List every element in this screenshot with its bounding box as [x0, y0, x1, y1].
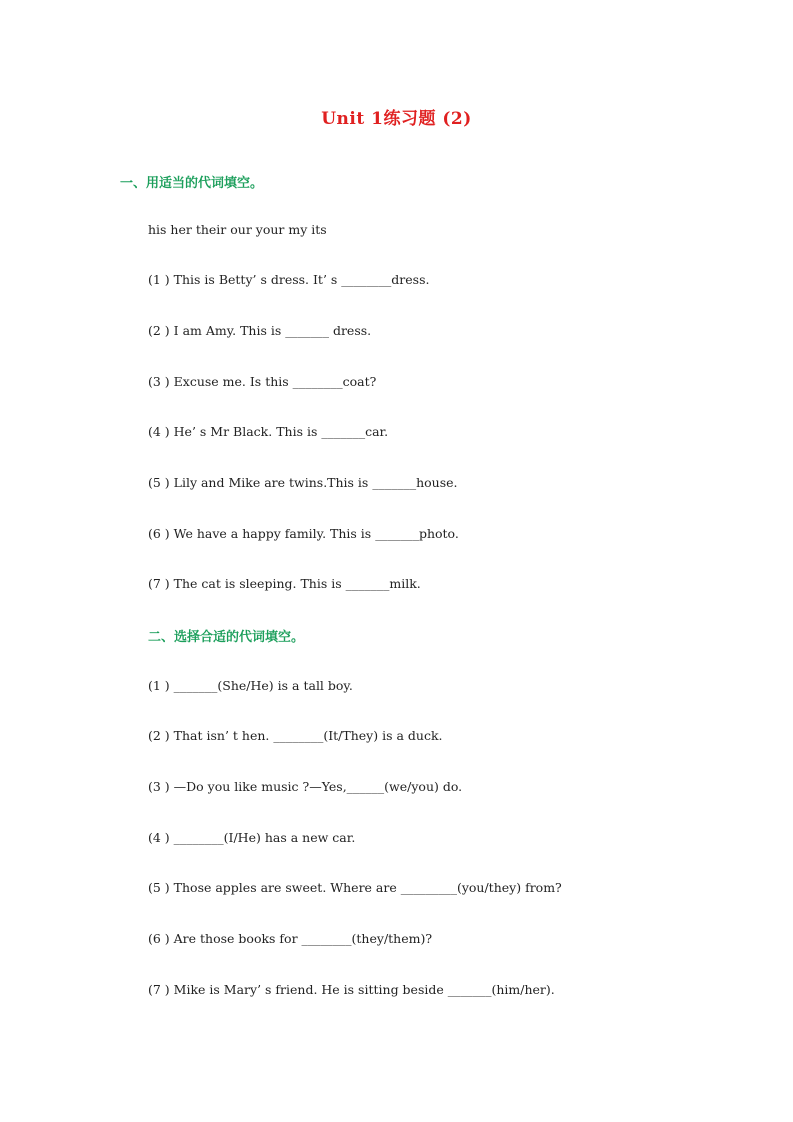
exercise-1-item-4: (4 ) He’ s Mr Black. This is _______car.	[148, 424, 389, 439]
exercise-1-item-3: (3 ) Excuse me. Is this ________coat?	[148, 374, 377, 389]
exercise-2-item-6: (6 ) Are those books for ________(they/them)?	[148, 931, 433, 946]
exercise-2-item-3: (3 ) —Do you like music ?—Yes,______(we/you) do.	[148, 779, 463, 794]
exercise-1-item-5: (5 ) Lily and Mike are twins.This is _______house.	[148, 475, 458, 490]
exercise-2-item-1: (1 ) _______(She/He) is a tall boy.	[148, 678, 353, 693]
exercise-2-item-4: (4 ) ________(I/He) has a new car.	[148, 830, 356, 845]
exercise-1-item-6: (6 ) We have a happy family. This is _______photo.	[148, 526, 459, 541]
exercise-2-item-7: (7 ) Mike is Mary’ s friend. He is sitting beside _______(him/her).	[148, 982, 555, 997]
exercise-2-item-5: (5 ) Those apples are sweet. Where are _________(you/they) from?	[148, 880, 562, 895]
section-1-heading: 一、用适当的代词填空。	[120, 176, 264, 191]
exercise-1-item-1: (1 ) This is Betty’ s dress. It’ s ________dress.	[148, 272, 430, 287]
word-bank: his her their our your my its	[148, 222, 327, 237]
exercise-1-item-7: (7 ) The cat is sleeping. This is _______milk.	[148, 576, 421, 591]
section-2-heading: 二、选择合适的代词填空。	[148, 630, 305, 645]
exercise-2-item-2: (2 ) That isn’ t hen. ________(It/They) is a duck.	[148, 728, 443, 743]
page-title: Unit 1练习题 (2)	[321, 109, 472, 129]
exercise-1-item-2: (2 ) I am Amy. This is _______ dress.	[148, 323, 372, 338]
